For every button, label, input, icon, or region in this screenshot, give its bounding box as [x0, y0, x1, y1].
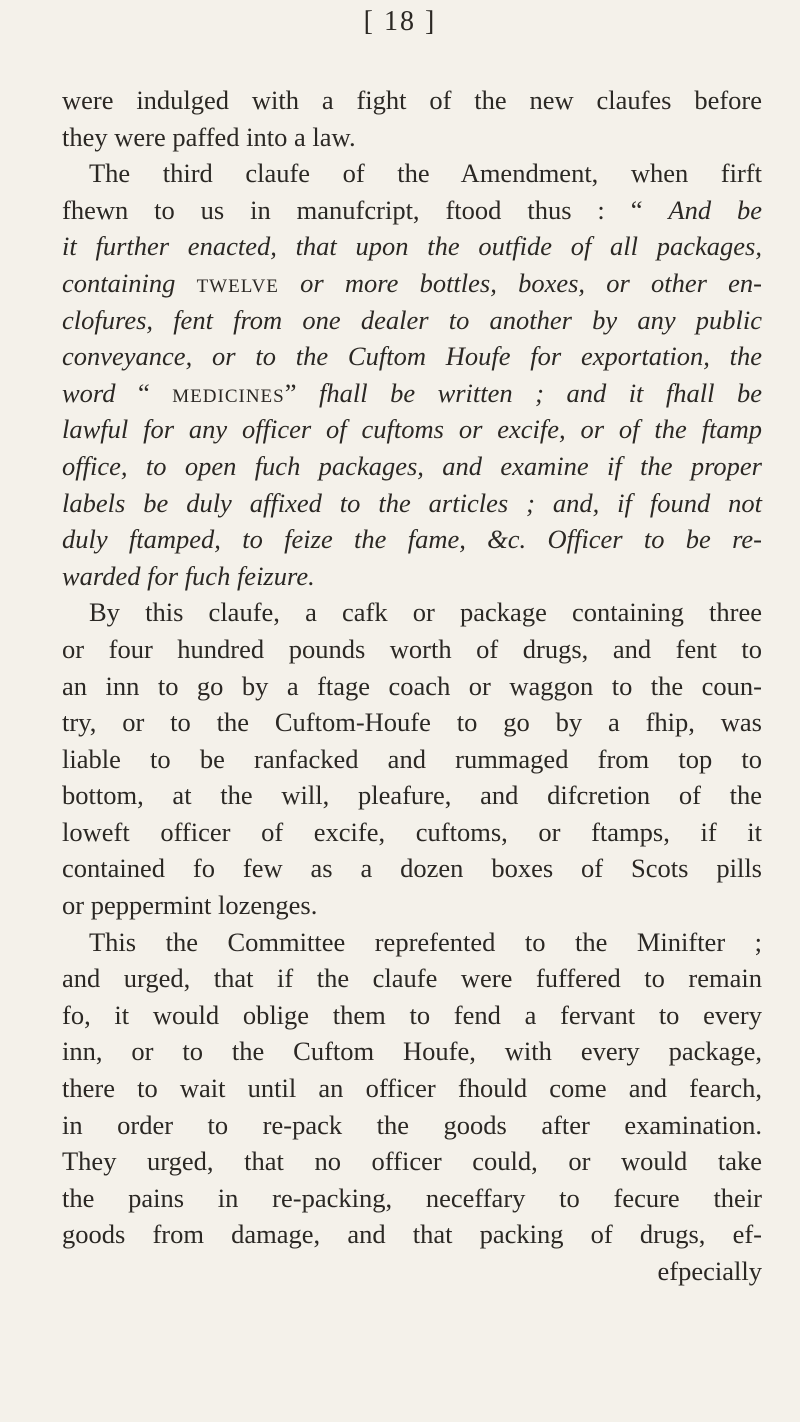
text-segment: try, or to the Cuftom-Houfe to go by a fhip, was: [62, 707, 762, 738]
text-line: [62, 375, 762, 412]
text-segment: an inn to go by a ftage coach or waggon to the coun-: [62, 670, 762, 701]
text-line: [62, 1070, 762, 1107]
text-line: [62, 448, 762, 485]
text-segment: liable to be ranfacked and rummaged from top to: [62, 743, 762, 774]
text-segment: conveyance, or to the Cuftom Houfe for exportation, the: [62, 341, 762, 372]
text-segment: there to wait until an officer fhould come and fearch,: [62, 1073, 762, 1104]
text-segment: clofures, fent from one dealer to another by any public: [62, 304, 762, 335]
text-segment: This the Committee reprefented to the Minifter ;: [89, 926, 762, 957]
text-line: [62, 1033, 762, 1070]
catchword: efpecially: [657, 1256, 762, 1286]
text-line: [62, 192, 762, 229]
text-segment: or more bottles, boxes, or other en-: [278, 267, 762, 298]
text-line: [62, 1143, 762, 1180]
text-line: [62, 997, 762, 1034]
text-line: [62, 924, 762, 961]
text-line: [62, 155, 762, 192]
text-segment: it further enacted, that upon the outfide of all packages,: [62, 231, 762, 262]
text-line: [62, 411, 762, 448]
text-line: [62, 302, 762, 339]
text-line: [62, 704, 762, 741]
text-line: [62, 741, 762, 778]
text-line: [62, 338, 762, 375]
text-segment: or peppermint lozenges.: [62, 890, 318, 921]
text-line: [62, 485, 762, 522]
text-segment: word: [62, 377, 138, 408]
body-text: [62, 82, 762, 1290]
text-segment: fo, it would oblige them to fend a fervant to every: [62, 999, 762, 1030]
text-segment: goods from damage, and that packing of drugs, ef-: [62, 1219, 762, 1250]
text-line: [62, 558, 762, 595]
text-segment: they were paffed into a law.: [62, 121, 356, 152]
text-segment: the pains in re-packing, neceffary to fecure their: [62, 1182, 762, 1213]
text-segment: in order to re-pack the goods after examination.: [62, 1109, 762, 1140]
text-segment: They urged, that no officer could, or would take: [62, 1146, 762, 1177]
text-segment: contained fo few as a dozen boxes of Scots pills: [62, 853, 762, 884]
text-segment: fhall be written ; and it fhall be: [318, 377, 763, 408]
text-line: [62, 1180, 762, 1217]
text-line: [62, 850, 762, 887]
text-line: [62, 1216, 762, 1253]
text-line: [62, 265, 762, 302]
text-segment: bottom, at the will, pleafure, and difcretion of the: [62, 780, 762, 811]
text-segment: or four hundred pounds worth of drugs, and fent to: [62, 633, 762, 664]
text-segment: fhewn to us in manufcript, ftood thus : “: [62, 194, 669, 225]
text-segment: lawful for any officer of cuftoms or excife, or of the ftamp: [62, 414, 762, 445]
text-line: [62, 777, 762, 814]
text-line: [62, 521, 762, 558]
text-line: [62, 594, 762, 631]
text-segment: containing: [62, 267, 197, 298]
text-segment: twelve: [196, 267, 279, 298]
text-segment: labels be duly affixed to the articles ; and, if found not: [62, 487, 762, 518]
text-line: [62, 631, 762, 668]
text-segment: office, to open fuch packages, and examine if the proper: [62, 450, 762, 481]
text-segment: duly ftamped, to feize the fame, &c. Officer to be re-: [62, 524, 762, 555]
text-line: [62, 1107, 762, 1144]
text-segment: And be: [668, 194, 763, 225]
text-segment: By this claufe, a cafk or package containing three: [89, 597, 762, 628]
text-line: [62, 887, 762, 924]
text-line: [62, 228, 762, 265]
text-line: [62, 668, 762, 705]
text-line: [62, 82, 762, 119]
text-segment: medicines: [172, 377, 285, 408]
page-number-header: [ 18 ]: [363, 6, 437, 37]
text-segment: The third claufe of the Amendment, when firft: [89, 158, 762, 189]
text-segment: “: [138, 377, 173, 408]
text-segment: warded for fuch feizure.: [62, 560, 315, 591]
text-segment: inn, or to the Cuftom Houfe, with every package,: [62, 1036, 762, 1067]
text-segment: and urged, that if the claufe were fuffered to remain: [62, 963, 762, 994]
text-line: [62, 960, 762, 997]
text-segment: loweft officer of excife, cuftoms, or ftamps, if it: [62, 816, 762, 847]
text-line: [62, 119, 762, 156]
text-segment: ”: [284, 377, 319, 408]
text-segment: were indulged with a fight of the new claufes before: [62, 85, 762, 115]
text-line: [62, 814, 762, 851]
